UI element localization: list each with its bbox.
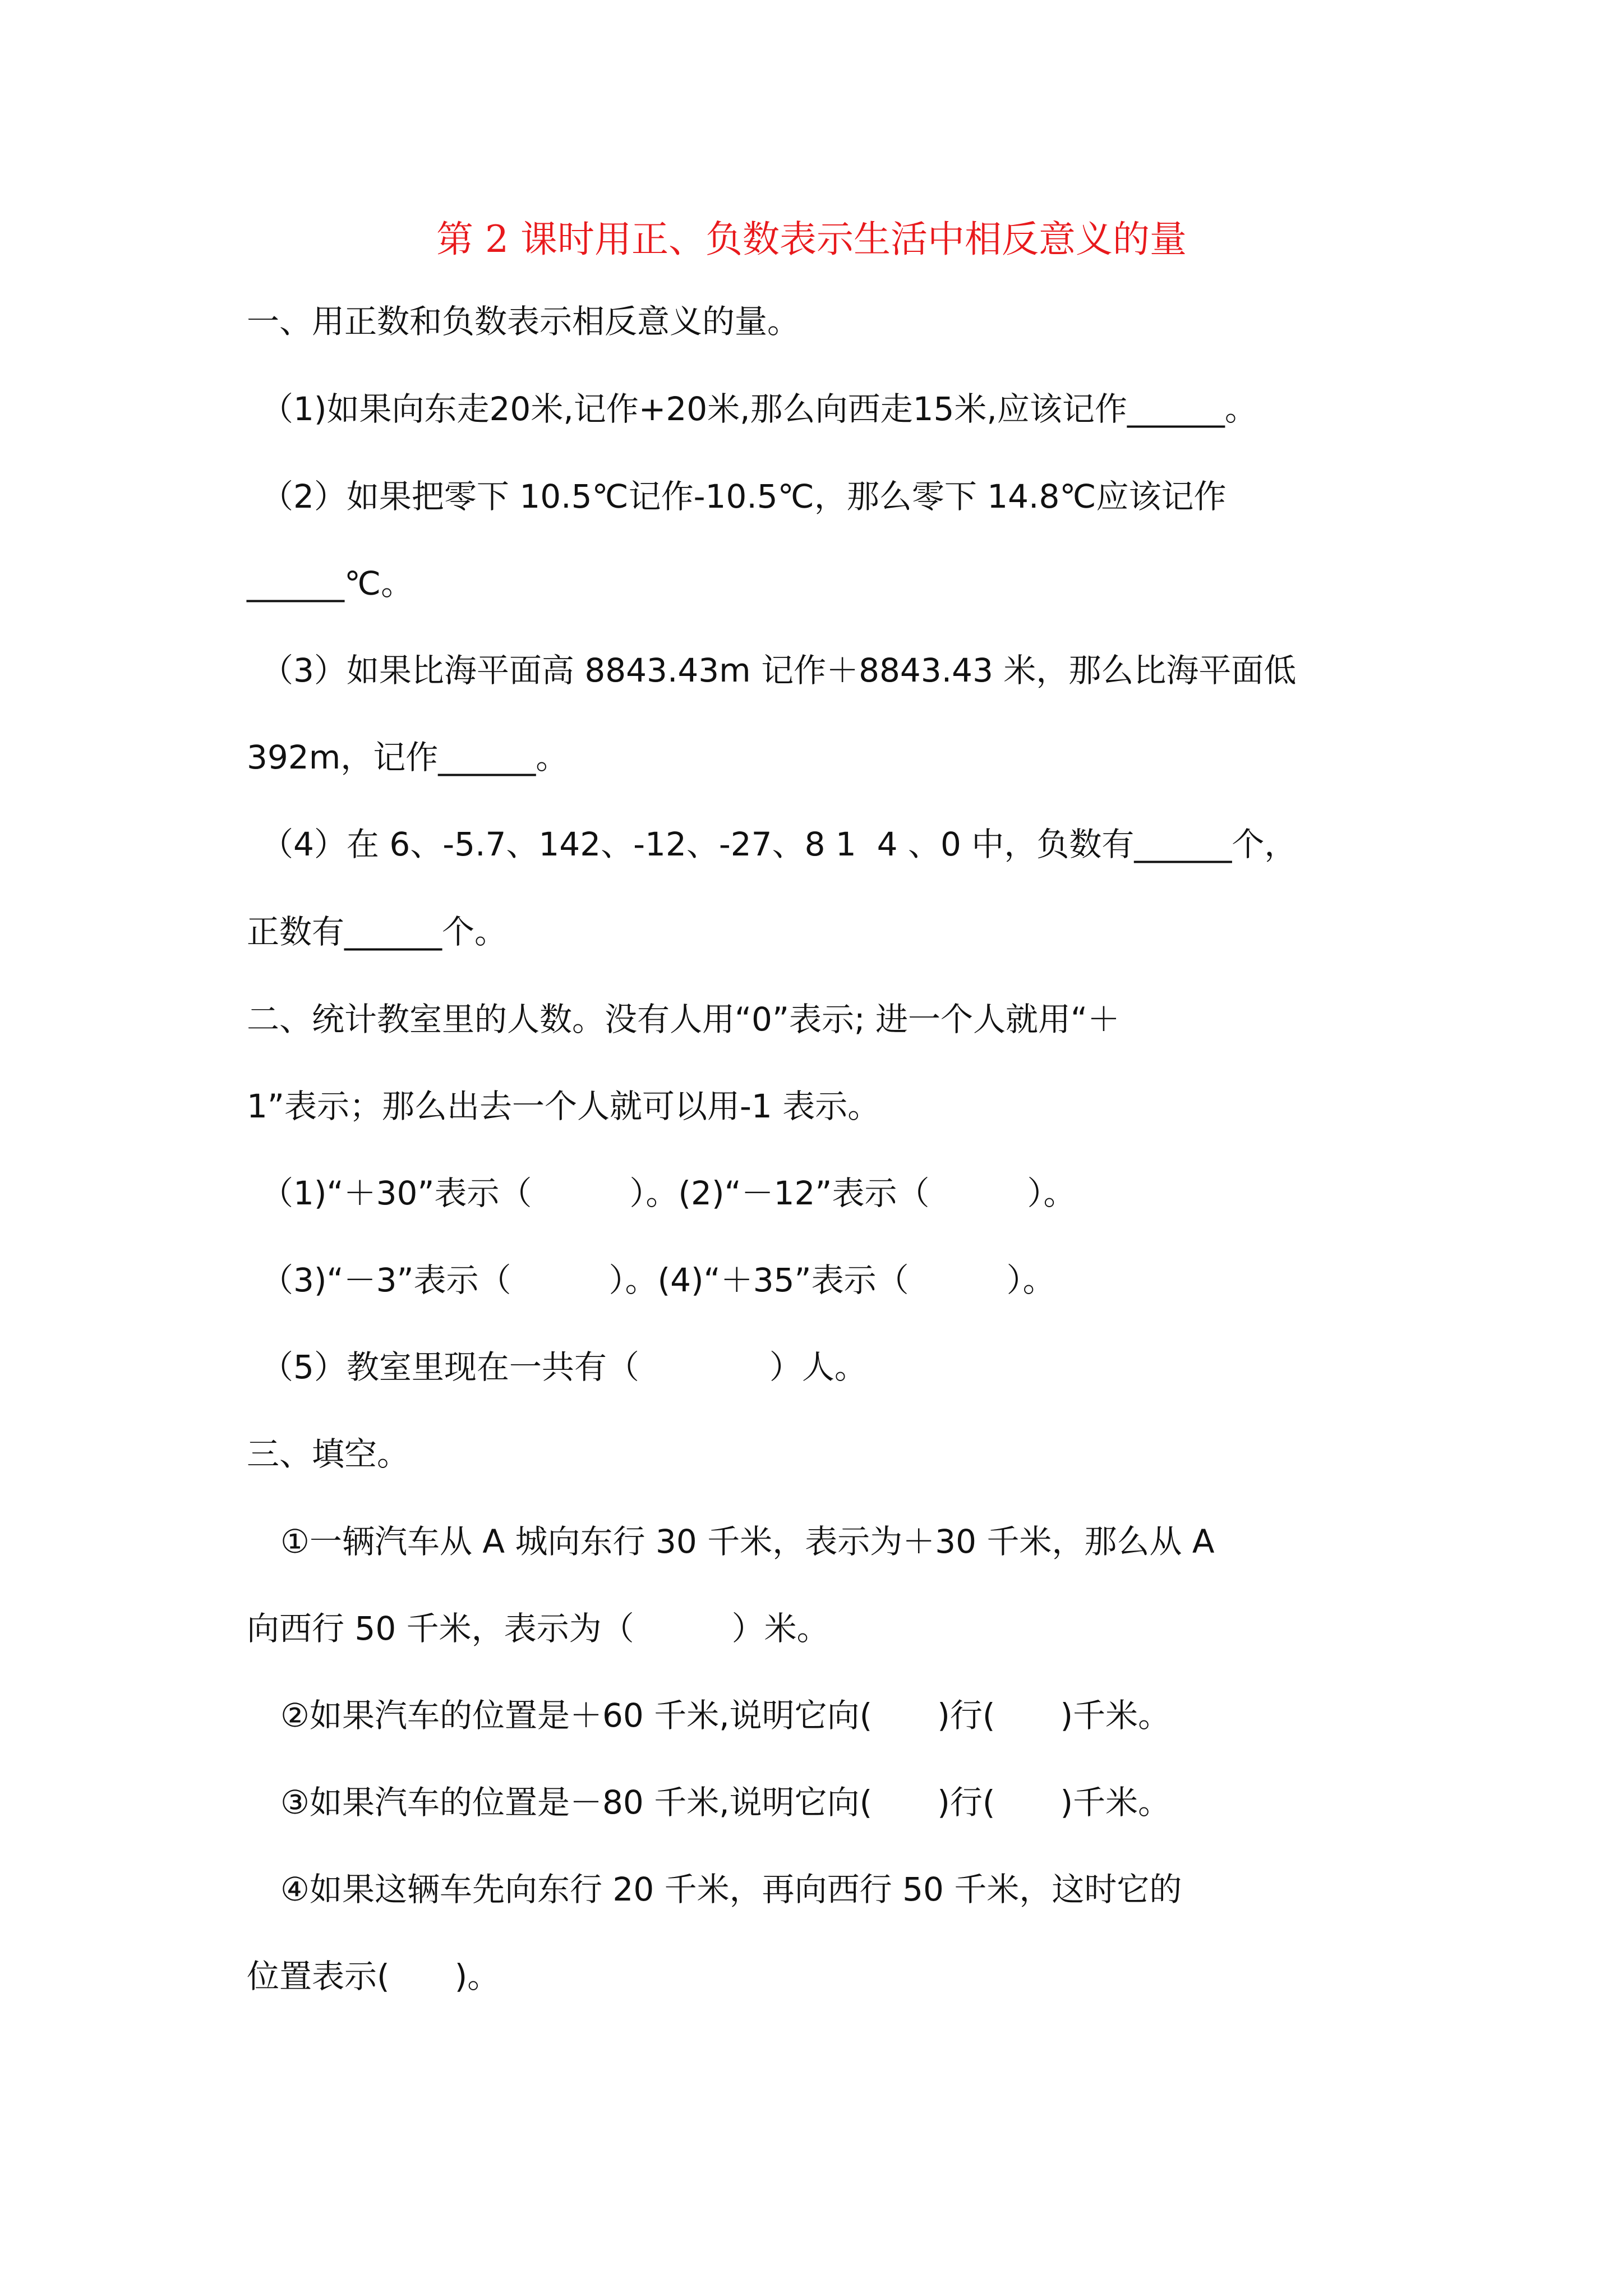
q1-1: （1)如果向东走20米,记作+20米,那么向西走15米,应该记作______。 (261, 390, 1257, 428)
q3-4-cont: 位置表示( )。 (247, 1957, 500, 1995)
section-3-heading: 三、填空。 (247, 1435, 410, 1473)
page-title: 第 2 课时用正、负数表示生活中相反意义的量 (436, 218, 1187, 261)
q1-4-cont: 正数有______个。 (247, 913, 508, 951)
section-1-heading: 一、用正数和负数表示相反意义的量。 (247, 302, 800, 341)
q1-2: （2）如果把零下 10.5℃记作-10.5℃，那么零下 14.8℃应该记作 (261, 477, 1227, 516)
q1-2-cont: ______℃。 (247, 564, 414, 602)
q2-3-4: （3)“－3”表示（ ）。(4)“＋35”表示（ ）。 (261, 1261, 1055, 1299)
q1-4: （4）在 6、-5.7、142、-12、-27、8 1 4 、0 中，负数有______个， (261, 825, 1297, 863)
q3-3: ③如果汽车的位置是－80 千米,说明它向( )行( )千米。 (280, 1783, 1171, 1821)
section-2-heading: 二、统计教室里的人数。没有人用“0”表示; 进一个人就用“＋ (247, 1000, 1121, 1038)
q3-2: ②如果汽车的位置是＋60 千米,说明它向( )行( )千米。 (280, 1696, 1171, 1734)
q1-3-cont: 392m，记作______。 (247, 738, 569, 776)
section-2-heading-cont: 1”表示；那么出去一个人就可以用-1 表示。 (247, 1087, 880, 1125)
q2-1-2: （1)“＋30”表示（ ）。(2)“－12”表示（ ）。 (261, 1174, 1076, 1212)
q2-5: （5）教室里现在一共有（ ）人。 (261, 1348, 867, 1386)
q1-3: （3）如果比海平面高 8843.43m 记作＋8843.43 米，那么比海平面低 (261, 651, 1297, 689)
q3-4: ④如果这辆车先向东行 20 千米，再向西行 50 千米，这时它的 (280, 1870, 1182, 1908)
q3-1-cont: 向西行 50 千米，表示为（ ）米。 (247, 1609, 829, 1648)
q3-1: ①一辆汽车从 A 城向东行 30 千米，表示为＋30 千米，那么从 A (280, 1522, 1215, 1561)
